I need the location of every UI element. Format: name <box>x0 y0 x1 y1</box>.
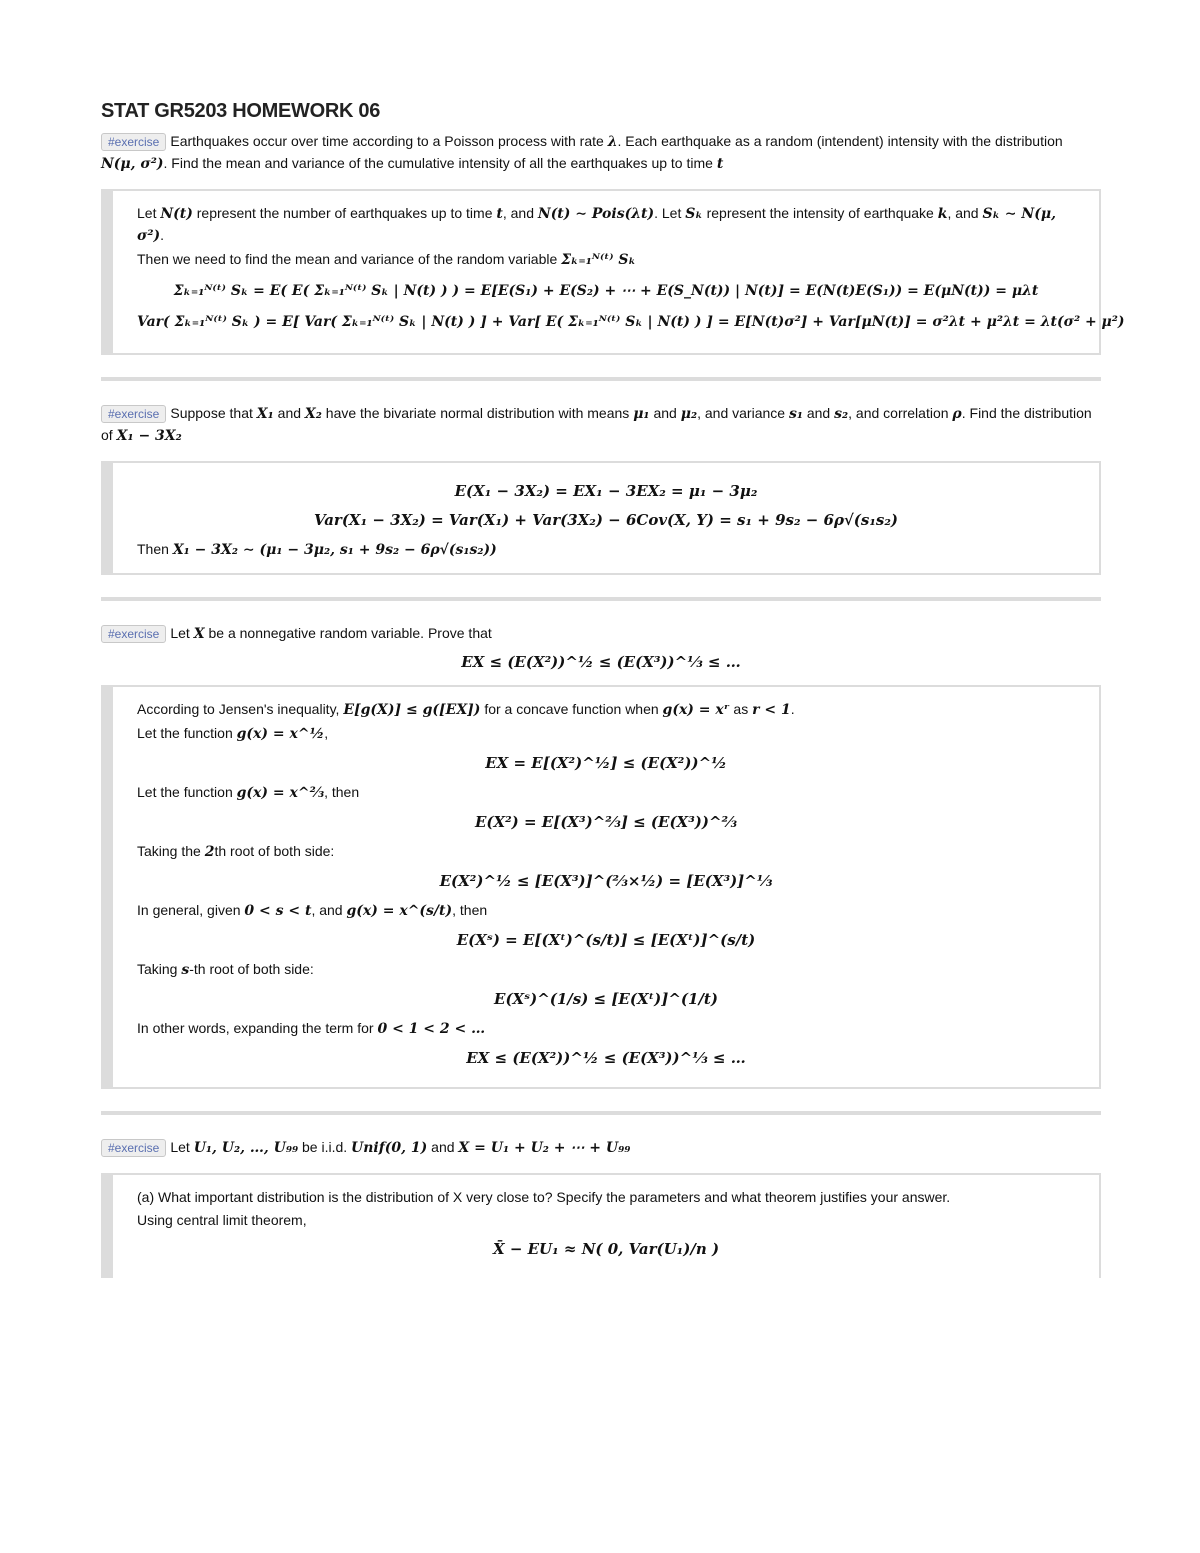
equation-statement: EX ≤ (E(X²))^½ ≤ (E(X³))^⅓ ≤ … <box>461 653 741 671</box>
document-page <box>101 100 1125 1278</box>
section-divider <box>101 1111 1101 1115</box>
exercise-4-solution <box>101 1173 1101 1278</box>
solution-text: In general, given 0 < s < t, and g(x) = x^(s/t), then <box>137 902 488 919</box>
equation-mean: Σₖ₌₁ᴺ⁽ᵗ⁾ Sₖ = E( E( Σₖ₌₁ᴺ⁽ᵗ⁾ Sₖ | N(t) ) ) = E[E(S₁) + E(S₂) + ⋯ + E(S_N(t)) | N(t)] = E(N(t)E(S₁)) = E(μN(t)) = μλt <box>173 283 1039 299</box>
exercise-3-question: #exercise Let X be a nonnegative random variable. Prove that <box>101 623 1101 645</box>
equation-variance: Var( Σₖ₌₁ᴺ⁽ᵗ⁾ Sₖ ) = E[ Var( Σₖ₌₁ᴺ⁽ᵗ⁾ Sₖ | N(t) ) ] + Var[ E( Σₖ₌₁ᴺ⁽ᵗ⁾ Sₖ | N(t) ) ] = E[N(t)σ²] + Var[μN(t)] = σ²λt + μ²λt = λt(σ² + μ²) <box>137 314 1125 330</box>
equation: E(Xˢ) = E[(Xᵗ)^(s/t)] ≤ [E(Xᵗ)]^(s/t) <box>456 931 756 949</box>
equation: EX ≤ (E(X²))^½ ≤ (E(X³))^⅓ ≤ … <box>466 1049 746 1067</box>
equation-clt: X̄ − EU₁ ≈ N( 0, Var(U₁)/n ) <box>492 1240 720 1258</box>
exercise-1-solution <box>101 189 1125 355</box>
exercise-tag[interactable]: #exercise <box>101 405 166 423</box>
solution-text: According to Jensen's inequality, E[g(X)] ≤ g([EX]) for a concave function when g(x) = xʳ as r < 1. <box>137 701 795 718</box>
exercise-1-question: #exercise Earthquakes occur over time according to a Poisson process with rate λ. Each earthquake as a random (intendent) intensity with the distribution N(μ, σ²). Find the mean and variance of the cumulative intensity of all the earthquakes up to time t <box>101 133 1063 172</box>
equation-mean: E(X₁ − 3X₂) = EX₁ − 3EX₂ = μ₁ − 3μ₂ <box>454 482 758 500</box>
exercise-tag[interactable]: #exercise <box>101 625 166 643</box>
solution-text: Let N(t) represent the number of earthquakes up to time t, and N(t) ∼ Pois(λt). Let Sₖ represent the intensity of earthquake k, and Sₖ ∼ N(μ, σ²). <box>137 205 1056 244</box>
exercise-2-question: #exercise Suppose that X₁ and X₂ have the bivariate normal distribution with means μ₁ and μ₂, and variance s₁ and s₂, and correlation ρ. Find the distribution of X₁ − 3X₂ <box>101 405 1092 444</box>
solution-text: In other words, expanding the term for 0 < 1 < 2 < … <box>137 1020 486 1037</box>
solution-text: Then we need to find the mean and variance of the random variable Σₖ₌₁ᴺ⁽ᵗ⁾ Sₖ <box>137 251 636 268</box>
solution-text: Taking s-th root of both side: <box>137 961 314 978</box>
solution-text: Using central limit theorem, <box>137 1212 307 1228</box>
exercise-tag[interactable]: #exercise <box>101 1139 166 1157</box>
equation: E(X²)^½ ≤ [E(X³)]^(⅔×½) = [E(X³)]^⅓ <box>439 872 773 890</box>
equation-variance: Var(X₁ − 3X₂) = Var(X₁) + Var(3X₂) − 6Cov(X, Y) = s₁ + 9s₂ − 6ρ√(s₁s₂) <box>313 511 899 529</box>
equation: EX = E[(X²)^½] ≤ (E(X²))^½ <box>485 754 727 772</box>
section-divider <box>101 597 1101 601</box>
page-title: STAT GR5203 HOMEWORK 06 <box>101 100 381 122</box>
equation: E(Xˢ)^(1/s) ≤ [E(Xᵗ)]^(1/t) <box>494 990 718 1008</box>
solution-text: Let the function g(x) = x^½, <box>137 725 329 742</box>
exercise-3-solution <box>101 685 1101 1089</box>
exercise-2-solution <box>101 461 1101 575</box>
equation: E(X²) = E[(X³)^⅔] ≤ (E(X³))^⅔ <box>474 813 738 831</box>
solution-text: Let the function g(x) = x^⅔, then <box>137 784 360 801</box>
exercise-4-question: #exercise Let U₁, U₂, …, U₉₉ be i.i.d. Unif(0, 1) and X = U₁ + U₂ + ⋯ + U₉₉ <box>101 1137 1101 1159</box>
solution-text: Then X₁ − 3X₂ ∼ (μ₁ − 3μ₂, s₁ + 9s₂ − 6ρ√(s₁s₂)) <box>137 541 497 558</box>
section-divider <box>101 377 1101 381</box>
exercise-tag[interactable]: #exercise <box>101 133 166 151</box>
solution-text: (a) What important distribution is the distribution of X very close to? Specify the parameters and what theorem justifies your answer. <box>137 1189 951 1205</box>
solution-text: Taking the 2th root of both side: <box>137 843 335 860</box>
